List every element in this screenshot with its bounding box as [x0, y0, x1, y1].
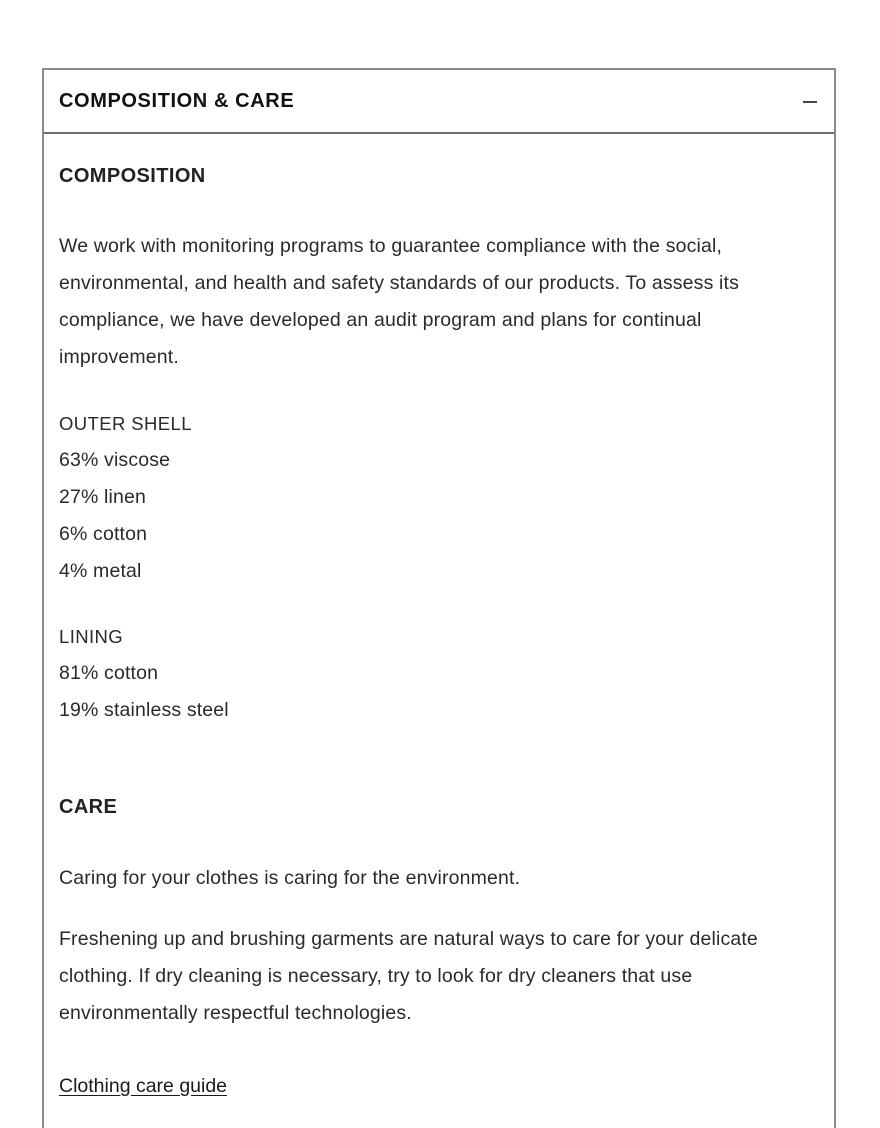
care-heading: CARE — [59, 796, 118, 818]
lining-item: 81% cotton — [59, 662, 159, 684]
clothing-care-guide-link[interactable]: Clothing care guide — [59, 1075, 228, 1097]
composition-intro: We work with monitoring programs to guarantee compliance with the social, environmental, and health and safety standards of our products. To assess its compliance, we have developed an audit program and plans for continual improvement. — [59, 235, 739, 368]
lining-group — [59, 618, 229, 729]
lining-item: 19% stainless steel — [59, 699, 229, 721]
outer-shell-group — [59, 405, 192, 590]
accordion-title: COMPOSITION & CARE — [59, 89, 295, 112]
outer-shell-label: OUTER SHELL — [59, 413, 192, 434]
outer-shell-item: 27% linen — [59, 486, 146, 508]
care-details: Freshening up and brushing garments are natural ways to care for your delicate clothing. If dry cleaning is necessary, try to look for dry cleaners that use environmentally respectful technologies. — [59, 928, 758, 1024]
composition-heading: COMPOSITION — [59, 165, 206, 187]
outer-shell-item: 6% cotton — [59, 523, 148, 545]
lining-label: LINING — [59, 626, 124, 647]
composition-care-panel — [42, 68, 836, 1128]
accordion-header[interactable] — [44, 70, 834, 134]
minus-icon[interactable] — [802, 93, 818, 109]
care-intro: Caring for your clothes is caring for the environment. — [59, 867, 521, 889]
outer-shell-item: 63% viscose — [59, 449, 171, 471]
outer-shell-item: 4% metal — [59, 560, 142, 582]
